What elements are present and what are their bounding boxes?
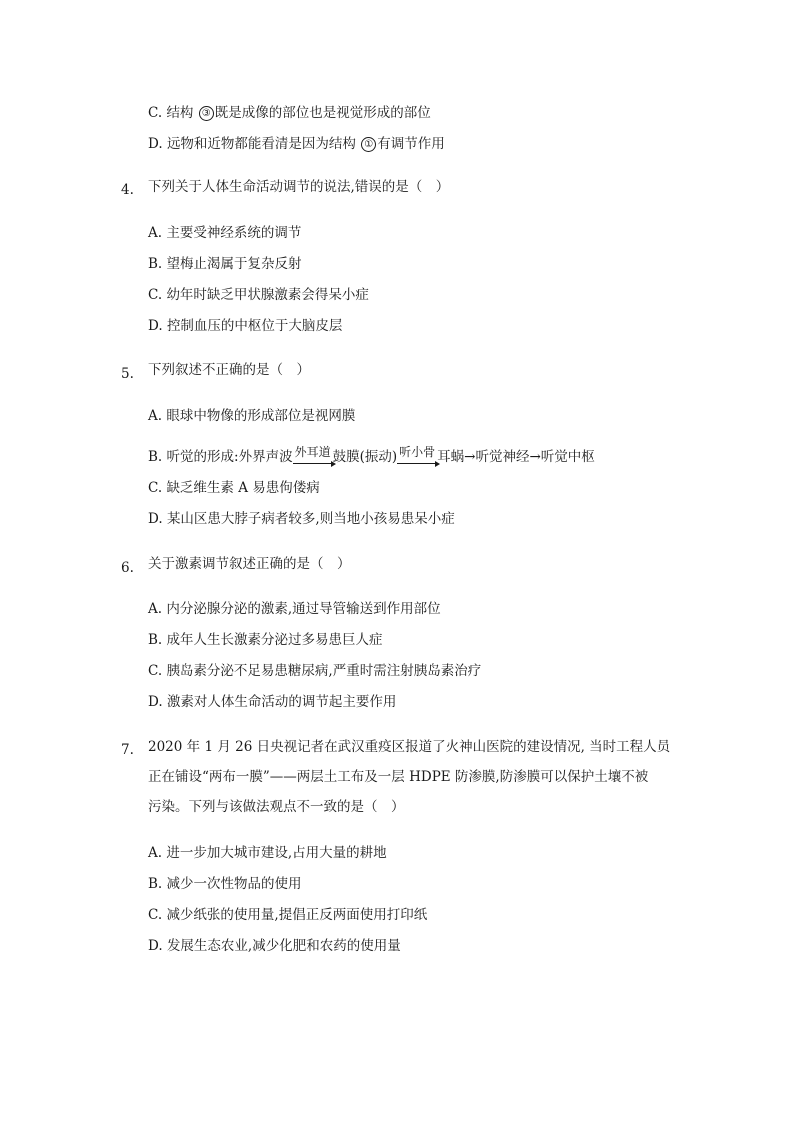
- arrow-label-ear-canal: 外耳道: [293, 442, 333, 462]
- option-label: C.: [148, 287, 163, 303]
- option-text: 有调节作用: [377, 136, 445, 152]
- option-text: 成年人生长激素分泌过多易患巨人症: [166, 632, 383, 648]
- structure-marker: ①: [361, 137, 376, 152]
- option-label: D.: [148, 938, 163, 954]
- option-text: 既是成像的部位也是视觉形成的部位: [214, 105, 431, 121]
- q6-option-d: [148, 692, 396, 712]
- option-label: C.: [148, 105, 163, 121]
- q4-option-b: [148, 254, 302, 274]
- option-text: 减少纸张的使用量,提倡正反两面使用打印纸: [166, 907, 428, 923]
- q6-option-a: [148, 599, 441, 619]
- option-text: 内分泌腺分泌的激素,通过导管输送到作用部位: [166, 601, 441, 617]
- q5-option-b: [148, 442, 595, 467]
- option-label: D.: [148, 511, 163, 527]
- question-text: 关于激素调节叙述正确的是（ ）: [148, 556, 351, 572]
- q4-option-d: [148, 316, 342, 336]
- option-label: C.: [148, 907, 163, 923]
- q7-option-b: [148, 874, 302, 894]
- option-label: C.: [148, 480, 163, 496]
- q5-option-d: [148, 509, 455, 529]
- option-text: 眼球中物像的形成部位是视网膜: [166, 408, 356, 424]
- question-number: 6.: [121, 560, 134, 576]
- option-text: 减少一次性物品的使用: [166, 876, 302, 892]
- hearing-mid: 鼓膜(振动): [332, 449, 398, 465]
- option-text: 结构: [166, 105, 194, 121]
- question-number: 4.: [121, 182, 134, 198]
- q6-option-c: [148, 661, 481, 681]
- structure-marker: ③: [199, 106, 214, 121]
- option-text: 发展生态农业,减少化肥和农药的使用量: [166, 938, 401, 954]
- question-text: 下列叙述不正确的是（ ）: [148, 362, 310, 378]
- q5-option-c: [148, 478, 320, 498]
- option-label: A.: [148, 225, 163, 241]
- q6-option-b: [148, 630, 383, 650]
- option-text: 远物和近物都能看清是因为结构: [166, 136, 356, 152]
- q7-option-a: [148, 843, 387, 863]
- question-text: 下列关于人体生命活动调节的说法,错误的是（ ）: [148, 179, 450, 195]
- option-text: 进一步加大城市建设,占用大量的耕地: [166, 845, 387, 861]
- question-text-line-3: 污染。下列与该做法观点不一致的是（ ）: [148, 799, 405, 815]
- q3-option-d: [148, 134, 445, 154]
- option-text: 控制血压的中枢位于大脑皮层: [166, 318, 343, 334]
- option-text: 主要受神经系统的调节: [166, 225, 302, 241]
- question-text-line-1: 2020 年 1 月 26 日央视记者在武汉重疫区报道了火神山医院的建设情况, 当时工程人员: [148, 739, 671, 755]
- q3-option-c: [148, 103, 431, 123]
- q7-option-d: [148, 936, 401, 956]
- arrow-label-ossicles: 听小骨: [397, 442, 437, 462]
- option-label: B.: [148, 632, 163, 648]
- hearing-suffix: 耳蜗→听觉神经→听觉中枢: [437, 449, 595, 465]
- option-text: 某山区患大脖子病者较多,则当地小孩易患呆小症: [166, 511, 455, 527]
- option-text: 幼年时缺乏甲状腺激素会得呆小症: [166, 287, 369, 303]
- option-text: 激素对人体生命活动的调节起主要作用: [166, 694, 397, 710]
- question-text-line-2: 正在铺设“两布一膜”——两层土工布及一层 HDPE 防渗膜,防渗膜可以保护土壤不被: [148, 769, 649, 785]
- option-label: B.: [148, 876, 163, 892]
- question-number: 7.: [121, 742, 134, 758]
- option-label: B.: [148, 449, 163, 465]
- question-number: 5.: [121, 366, 134, 382]
- q7-option-c: [148, 905, 427, 925]
- option-label: A.: [148, 408, 163, 424]
- option-label: D.: [148, 694, 163, 710]
- option-text: 胰岛素分泌不足易患糖尿病,严重时需注射胰岛素治疗: [166, 663, 482, 679]
- option-label: C.: [148, 663, 163, 679]
- option-label: A.: [148, 601, 163, 617]
- option-label: D.: [148, 136, 163, 152]
- option-label: A.: [148, 845, 163, 861]
- option-label: B.: [148, 256, 163, 272]
- q4-option-a: [148, 223, 301, 243]
- option-label: D.: [148, 318, 163, 334]
- q5-option-a: [148, 406, 355, 426]
- hearing-prefix: 听觉的形成:外界声波: [166, 449, 293, 465]
- option-text: 缺乏维生素 A 易患佝偻病: [166, 480, 320, 496]
- q4-option-c: [148, 285, 369, 305]
- option-text: 望梅止渴属于复杂反射: [166, 256, 302, 272]
